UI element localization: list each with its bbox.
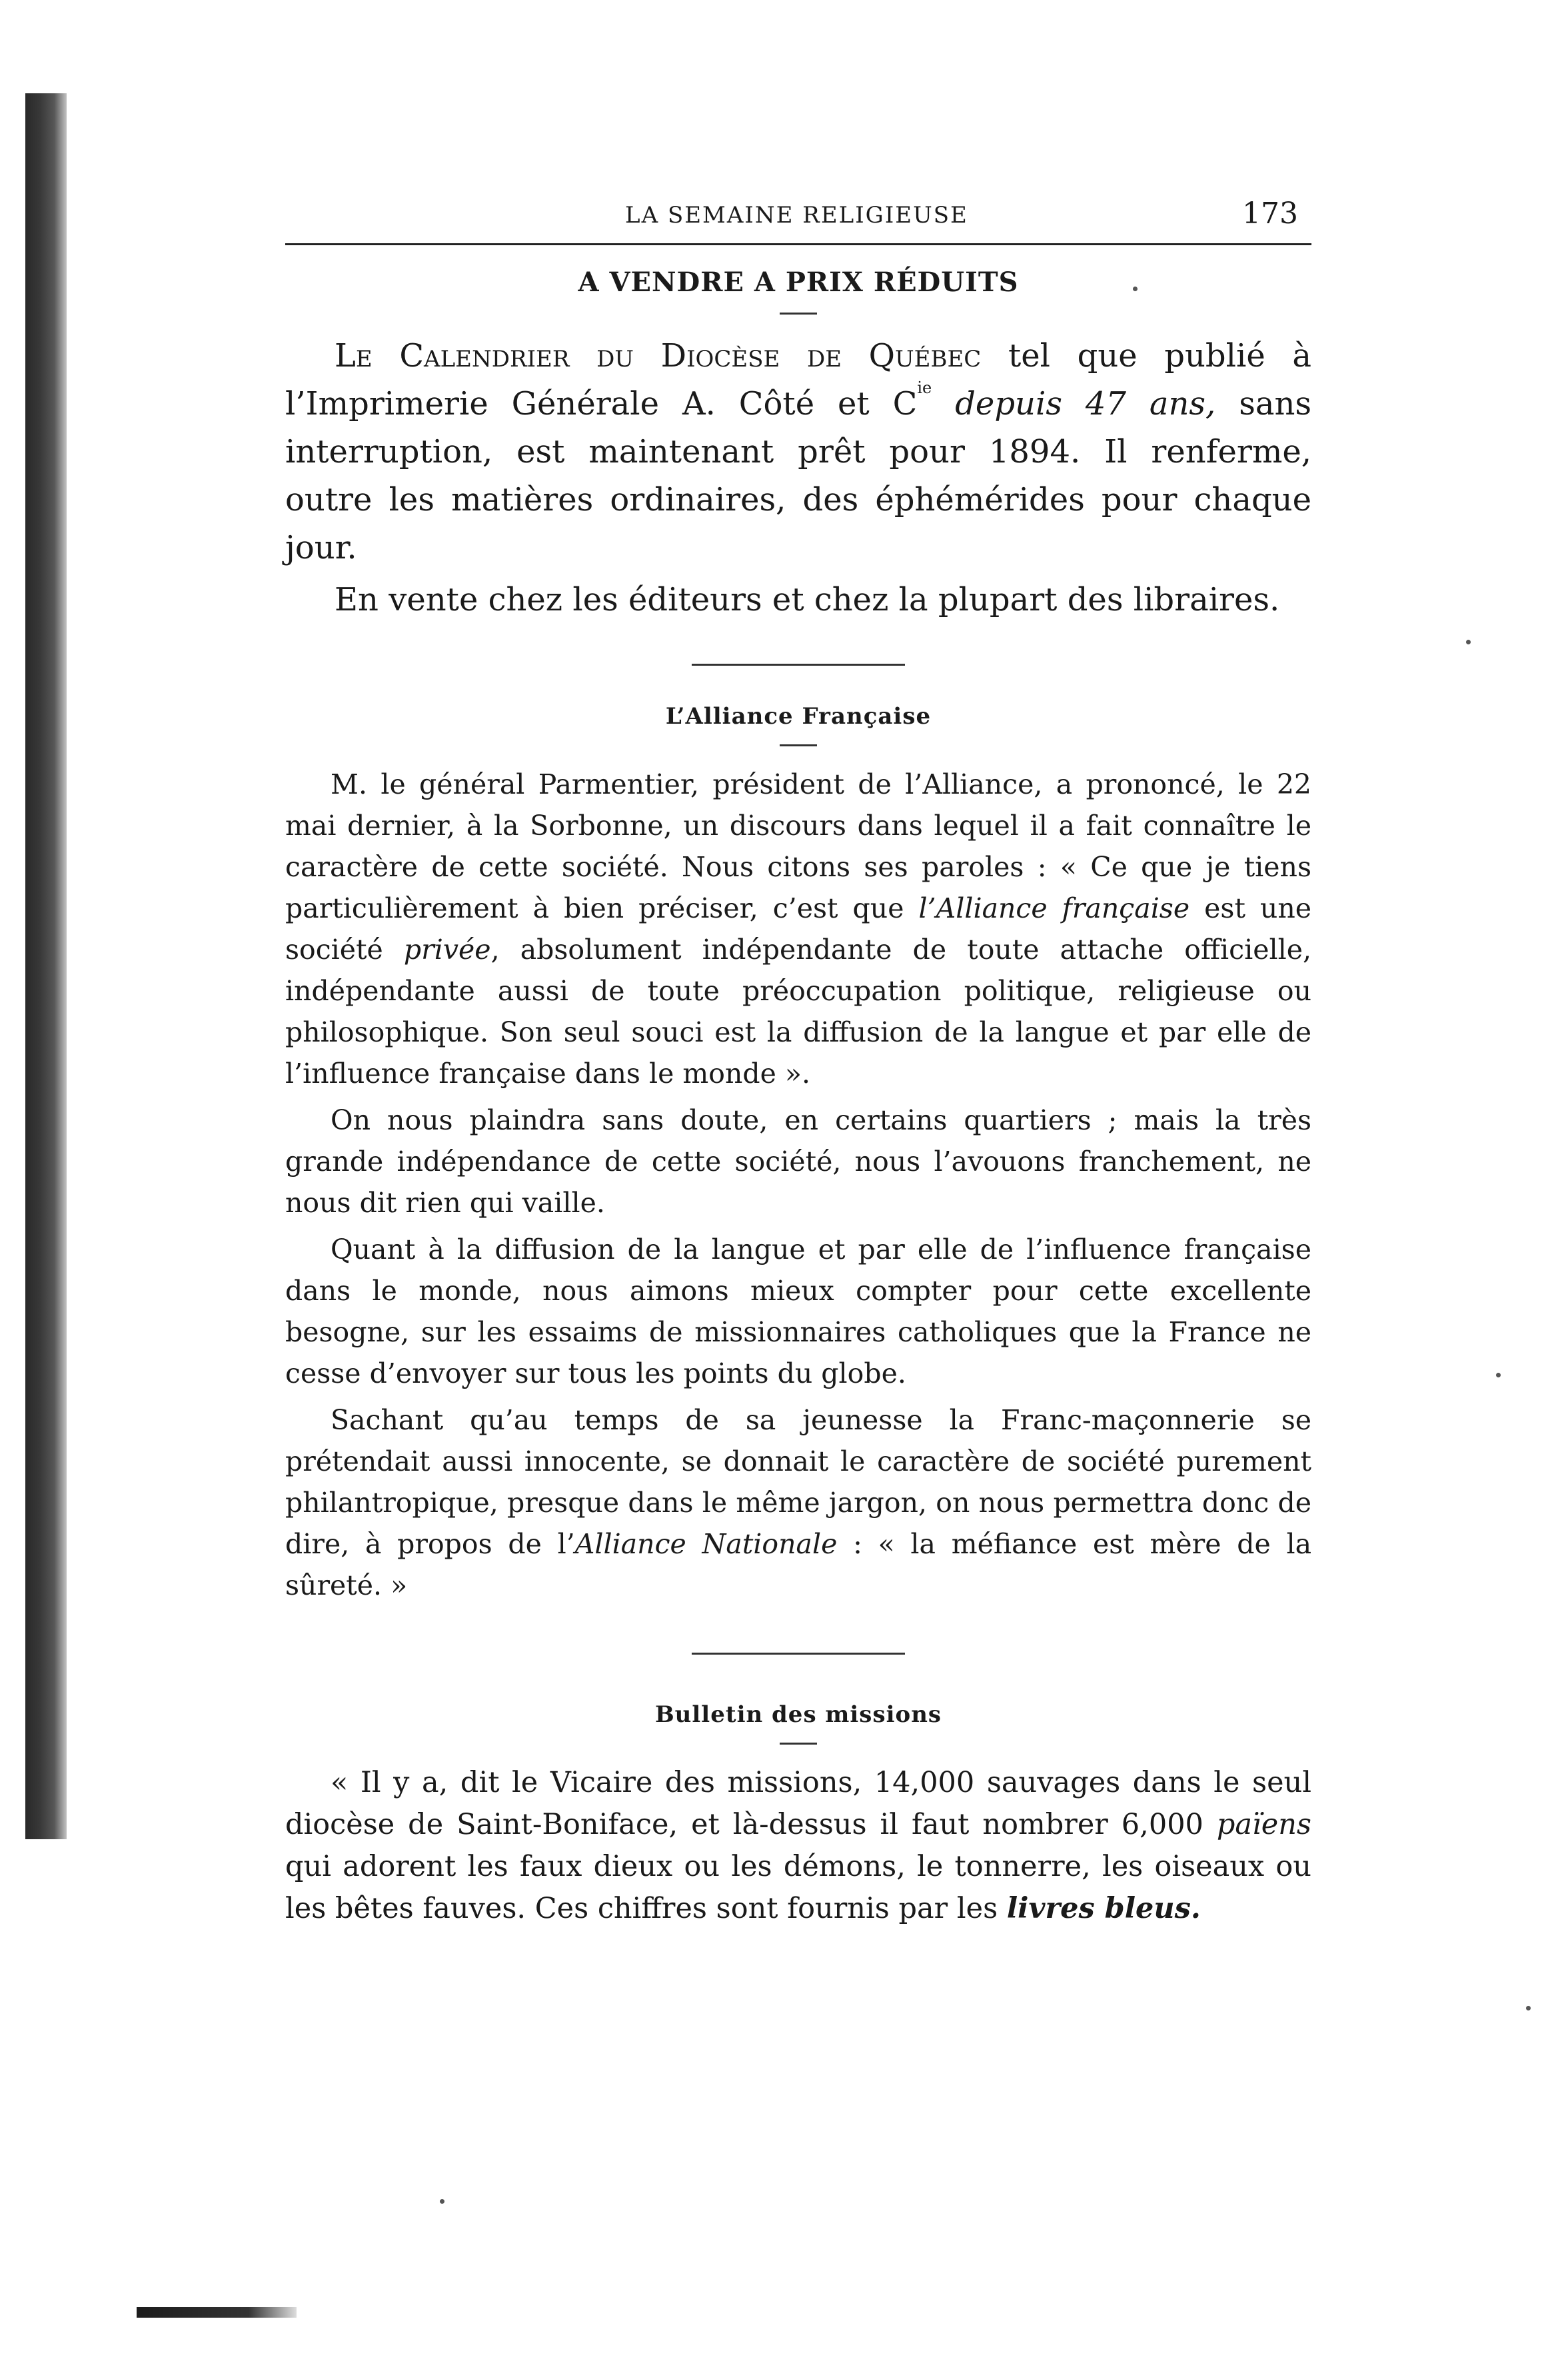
title-dash [780,1743,817,1745]
bulletin-italic: païens [1216,1808,1311,1841]
alliance-italic: l’Alliance française [918,892,1190,924]
ad-title: A VENDRE A PRIX RÉDUITS [578,267,1019,298]
running-header [285,190,1311,237]
scan-speck [1466,640,1471,644]
running-title: LA SEMAINE RELIGIEUSE [625,202,968,229]
bulletin-paragraph-1 [285,1762,1311,1930]
scan-gutter-shadow [25,93,67,1839]
section-separator [692,1653,905,1655]
alliance-text: M. le général Parmentier, président de l’Alliance, a prononcé, le 22 mai dernier, à la Sorbonne, un discours dans lequel il a fait connaître le caractère de cette société. Nous citons ses paroles : « Ce que je tiens particulièrement à bien préciser, c’est que [285,768,1311,924]
alliance-italic: privée [403,934,491,966]
section-separator [692,664,905,666]
ad-paragraph-1 [285,332,1311,572]
alliance-text: Sachant qu’au temps de sa jeunesse la Franc-maçonnerie se prétendait aussi innocente, se donnait le caractère de société purement philantropique, presque dans le même jargon, on nous permettra donc de dire, à propos de l’ [285,1404,1311,1560]
bulletin-italic: livres bleus. [1006,1892,1201,1925]
page [285,190,1311,1930]
alliance-text: , absolument indépendante de toute attache officielle, indépendante aussi de toute préoccupation politique, religieuse ou philosophique. Son seul souci est la diffusion de la langue et par elle de l’influence française dans le monde ». [285,934,1311,1090]
scan-edge-mark [137,2307,297,2318]
title-dash [780,313,817,315]
ad-paragraph-2: En vente chez les éditeurs et chez la plupart des libraires. [335,581,1280,618]
bulletin-title: Bulletin des missions [654,1701,942,1728]
alliance-text: : « la méfiance est mère de la sûreté. » [285,1528,1312,1601]
alliance-paragraph-3: Quant à la diffusion de la langue et par elle de l’influence française dans le monde, nous aimons mieux compter pour cette excellente besogne, sur les essaims de missionnaires catholiques que la France ne cesse d’envoyer sur tous les points du globe. [285,1233,1311,1389]
page-number: 173 [1242,197,1298,231]
scan-speck [1526,2006,1531,2010]
alliance-text: est une société [285,892,1312,966]
bulletin-text: qui adorent les faux dieux ou les démons, le tonnerre, les oiseaux ou les bêtes fauves. Ces chiffres sont fournis par les [285,1850,1311,1925]
scan-speck [440,2199,444,2204]
ad-italic: depuis 47 ans, [955,385,1216,422]
ad-text: sans interruption, est maintenant prêt pour 1894. Il renferme, outre les matières ordinaires, des éphémérides pour chaque jour. [285,385,1311,566]
alliance-paragraph-4 [285,1399,1311,1606]
calendar-name: Le Calendrier du Diocèse de Québec [335,337,982,375]
title-dash [780,744,817,746]
alliance-paragraph-1 [285,764,1311,1094]
alliance-paragraph-2: On nous plaindra sans doute, en certains quartiers ; mais la très grande indépendance de cette société, nous l’avouons franchement, ne nous dit rien qui vaille. [285,1104,1311,1219]
ad-text [932,385,955,422]
ad-superscript: ie [917,379,932,397]
ad-text: tel que publié à l’Imprimerie Générale A. Côté et C [285,337,1312,422]
header-rule [285,243,1311,245]
scan-speck [1496,1373,1501,1377]
bulletin-text: « Il y a, dit le Vicaire des missions, 14,000 sauvages dans le seul diocèse de Saint-Boniface, et là-dessus il faut nombrer 6,000 [285,1766,1311,1841]
alliance-title: L’Alliance Française [665,703,932,730]
alliance-italic: Alliance Nationale [574,1528,838,1560]
